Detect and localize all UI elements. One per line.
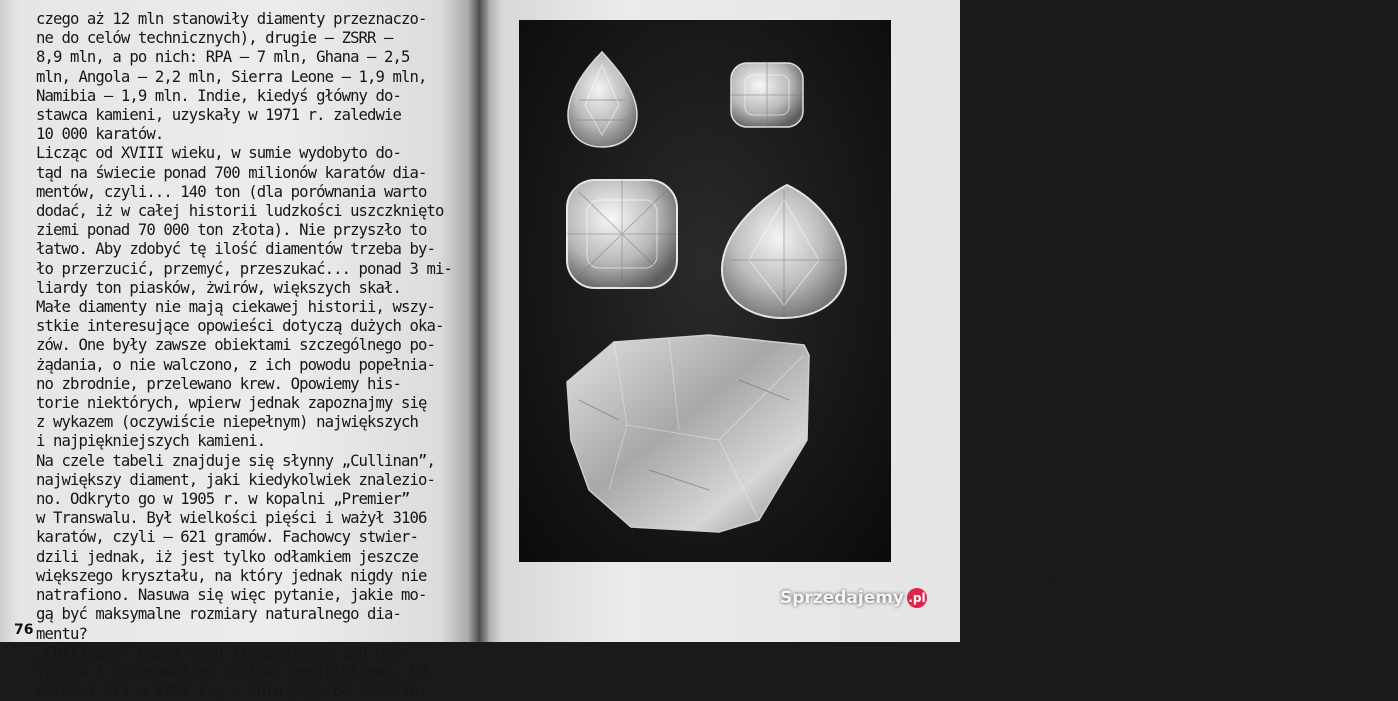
text-line: liardy ton piasków, żwirów, większych skał. (36, 278, 401, 297)
text-line: gą być maksymalne rozmiary naturalnego dia- (36, 605, 401, 624)
caption-line: W STANIE SUROWYM, POWYŻEJ; 4 Z 9 DUŻYCH DIAMEN- (1042, 587, 1334, 599)
text-line: większego kryształu, na który jednak nigdy nie (36, 566, 427, 585)
text-line: żądania, o nie walczono, z ich powodu popełnia- (36, 355, 435, 374)
pear-diamond-small (568, 52, 637, 147)
text-line: stawca kamieni, uzyskały w 1971 r. zaledwie (36, 106, 401, 125)
text-line: wardowi VII w 1907 r., w dniu jego 68 urodzin. (36, 682, 427, 701)
text-line: Licząc od XVIII wieku, w sumie wydobyto do- (36, 144, 401, 163)
text-line: dodać, iż w całej historii ludzkości uszczknięto (36, 202, 444, 221)
book-gutter (468, 0, 490, 642)
text-line: „Cullinana” nabył rząd Transwalu za 150 000 (36, 643, 401, 662)
text-line: ziemi ponad 70 000 ton złota). Nie przyszło to (36, 221, 427, 240)
caption-line: „CULLINAN” — NAJWIĘKSZY DIAMENT ŚWIATA (NA DOLE (1042, 575, 1334, 587)
diamonds-illustration (519, 20, 891, 562)
watermark-text: Sprzedajemy (780, 588, 905, 608)
text-line: no zbrodnie, przelewano krew. Opowiemy his- (36, 374, 401, 393)
text-line: no. Odkryto go w 1905 r. w kopalni „Premier” (36, 490, 410, 509)
text-line: łatwo. Aby zdobyć tę ilość diamentów trzeba by- (36, 240, 435, 259)
text-line: torie niektórych, wpierw jednak zapoznajmy się (36, 394, 427, 413)
text-line: w Transwalu. Był wielkości pięści i ważył 3106 (36, 509, 427, 528)
text-line: stkie interesujące opowieści dotyczą dużych oka- (36, 317, 444, 336)
text-line: ło przerzucić, przemyć, przeszukać... ponad 3 mi- (36, 259, 452, 278)
text-line: Namibia — 1,9 mln. Indie, kiedyś główny do- (36, 86, 401, 105)
text-line: tąd na świecie ponad 700 milionów karatów dia- (36, 163, 427, 182)
text-line: 10 000 karatów. (36, 125, 164, 144)
photo-caption (978, 575, 1398, 611)
text-line: zów. One były zawsze obiektami szczególnego po- (36, 336, 435, 355)
body-text (36, 10, 452, 701)
caption-line: TÓW I 95 MAŁYCH) (1138, 599, 1238, 611)
text-line: funtów i ofiarował go królowi angielskiemu, Ed- (36, 662, 435, 681)
diamonds-photo (519, 20, 891, 562)
sprzedajemy-watermark (780, 588, 927, 608)
text-line: z wykazem (oczywiście niepełnym) największych (36, 413, 418, 432)
text-line: 8,9 mln, a po nich: RPA — 7 mln, Ghana — 2,5 (36, 48, 410, 67)
left-page (0, 0, 478, 701)
text-line: i najpiękniejszych kamieni. (36, 432, 266, 451)
text-line: Małe diamenty nie mają ciekawej historii, wszy- (36, 298, 435, 317)
text-line: największy diament, jaki kiedykolwiek znalezio- (36, 470, 435, 489)
text-line: czego aż 12 mln stanowiły diamenty przeznaczo- (36, 10, 427, 28)
text-line: mentu? (36, 624, 87, 643)
text-line: Na czele tabeli znajduje się słynny „Cullinan”, (36, 451, 435, 470)
text-line: dzili jednak, iż jest tylko odłamkiem jeszcze (36, 547, 418, 566)
text-line: natrafiono. Nasuwa się więc pytanie, jakie mo- (36, 586, 427, 605)
cushion-diamond-large (567, 180, 677, 288)
watermark-logo-icon: .pl (907, 588, 927, 608)
page-number: 76 (14, 622, 34, 638)
cullinan-rough-diamond (567, 335, 809, 532)
text-line: mentów, czyli... 140 ton (dla porównania warto (36, 182, 427, 201)
cushion-diamond-small (731, 63, 803, 127)
pear-diamond-large (722, 185, 846, 318)
text-line: karatów, czyli — 621 gramów. Fachowcy stwier- (36, 528, 418, 547)
text-line: mln, Angola — 2,2 mln, Sierra Leone — 1,9 mln, (36, 67, 427, 86)
text-line: ne do celów technicznych), drugie — ZSRR — (36, 29, 393, 48)
